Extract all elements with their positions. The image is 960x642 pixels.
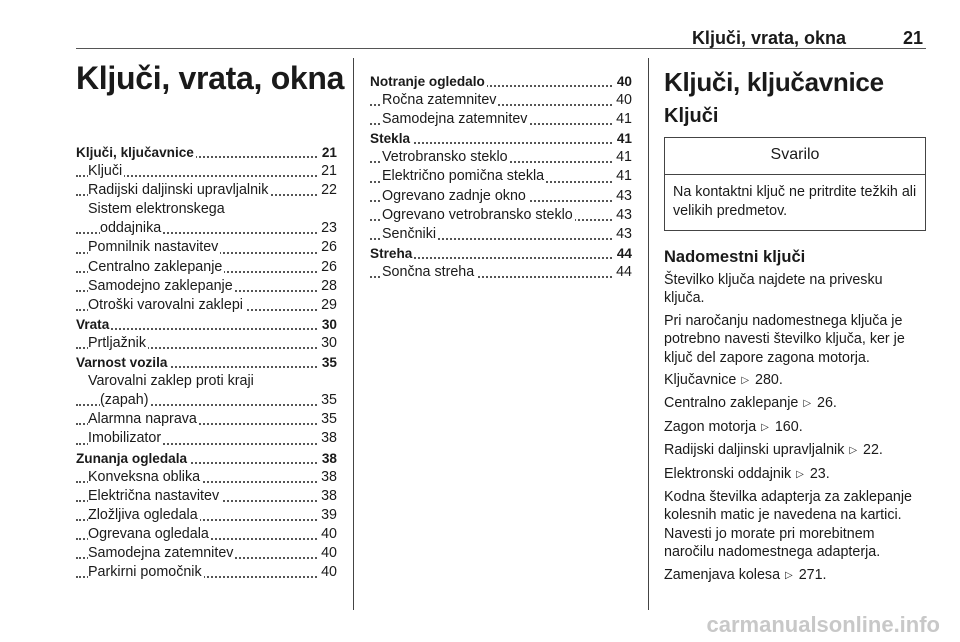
toc-entry[interactable] [76, 238, 337, 257]
toc-entry-text: Zunanja ogledala [76, 450, 188, 466]
toc-page-number: 29 [318, 296, 337, 315]
toc-entry[interactable] [370, 110, 632, 129]
cross-reference [664, 566, 926, 585]
triangle-right-icon: ▷ [849, 445, 858, 457]
running-header-title: Ključi, vrata, okna [691, 28, 846, 48]
paragraph-text: Ključavnice [664, 372, 737, 389]
toc-section-entry[interactable] [76, 449, 337, 468]
toc-entry[interactable] [370, 225, 632, 244]
toc-entry-text: Ogrevano zadnje okno [382, 187, 526, 204]
toc-entry[interactable] [76, 219, 337, 238]
toc-page-number: 40 [318, 525, 337, 544]
toc-entry[interactable] [76, 334, 337, 353]
paragraph-text: Zamenjava kolesa [664, 566, 781, 583]
toc-entry[interactable] [76, 181, 337, 200]
paragraph-text: Kodna številka adapterja za zaklepanje kolesnih matic je navedena na kartici. Navesti jo morate pri morebitnem naročilu nadomestnega adapterja. [664, 489, 912, 561]
toc-section-entry[interactable] [370, 129, 632, 148]
toc-page-number: 23 [318, 219, 337, 238]
toc-entry[interactable] [370, 148, 632, 167]
paragraph-text: Številko ključa najdete na privesku ključa. [664, 272, 883, 307]
toc-entry-text: Električna nastavitev [88, 487, 220, 504]
toc-page-number: 21 [318, 162, 337, 181]
toc-entry[interactable] [76, 525, 337, 544]
toc-entry-text: Zložljiva ogledala [88, 506, 198, 523]
toc-page-number: 35 [318, 410, 337, 429]
toc-entry-text: Ogrevano vetrobransko steklo [382, 206, 573, 223]
warning-text: Na kontaktni ključ ne pritrdite težkih ali velikih predmetov. [673, 184, 917, 219]
toc-entry[interactable] [370, 206, 632, 225]
chapter-title: Ključi, vrata, okna [76, 60, 345, 96]
toc-entry[interactable] [76, 277, 337, 296]
triangle-right-icon: ▷ [741, 375, 750, 387]
toc-entry[interactable] [76, 410, 337, 429]
toc-page-number: 26 [318, 258, 337, 277]
toc-entry-text: Centralno zaklepanje [88, 258, 223, 275]
toc-section-entry[interactable] [370, 244, 632, 263]
triangle-right-icon: ▷ [761, 421, 769, 433]
toc-entry-text: Vrata [76, 316, 110, 332]
toc-entry-text: Prtljažnik [88, 334, 146, 351]
toc-entry[interactable] [76, 391, 337, 410]
toc-entry-text: Alarmna naprava [88, 411, 197, 428]
toc-entry[interactable] [76, 162, 337, 181]
cross-reference [664, 394, 926, 413]
page-number: 21 [902, 28, 923, 48]
toc-page-number: 43 [613, 187, 632, 206]
paragraph-text: Pri naročanju nadomestnega ključa je potrebno navesti številko ključa, ker je ključ del zapore zagona motorja. [664, 312, 905, 366]
toc-entry[interactable] [76, 372, 337, 391]
toc-section-entry[interactable] [76, 315, 337, 334]
toc-entry[interactable] [76, 296, 337, 315]
toc-entry-text: Imobilizator [88, 430, 162, 447]
toc-column-2 [370, 72, 632, 282]
header-rule [76, 48, 926, 49]
toc-entry-text: Samodejna zatemnitev [382, 111, 528, 128]
reference-page[interactable]: 160. [770, 418, 803, 435]
paragraph-text: Radijski daljinski upravljalnik [664, 442, 845, 459]
toc-column-1 [76, 143, 337, 582]
toc-page-number: 38 [318, 487, 337, 506]
content-column [664, 58, 926, 585]
toc-section-entry[interactable] [370, 72, 632, 91]
toc-entry[interactable] [370, 167, 632, 186]
toc-entry[interactable] [76, 200, 337, 219]
toc-entry-text: Ogrevana ogledala [88, 525, 209, 542]
toc-page-number: 39 [318, 506, 337, 525]
toc-entry-text: Ključi, ključavnice [76, 145, 194, 160]
cross-reference [664, 465, 926, 484]
triangle-right-icon: ▷ [785, 569, 793, 581]
toc-entry[interactable] [76, 506, 337, 525]
toc-entry-text: Vetrobransko steklo [382, 149, 508, 166]
reference-page[interactable]: 23. [805, 465, 830, 482]
paragraph [664, 271, 926, 308]
paragraph-text: Elektronski oddajnik [664, 465, 792, 482]
toc-page-number: 44 [614, 244, 632, 263]
toc-entry-text: Sončna streha [382, 263, 475, 280]
toc-page-number: 41 [614, 129, 632, 148]
toc-entry[interactable] [76, 487, 337, 506]
subheading: Nadomestni ključi [664, 248, 806, 266]
paragraph [664, 488, 926, 562]
toc-page-number: 44 [613, 263, 632, 282]
cross-reference [664, 418, 926, 437]
toc-entry-text: Parkirni pomočnik [88, 564, 202, 581]
toc-entry[interactable] [76, 563, 337, 582]
toc-entry-text: Stekla [370, 131, 411, 147]
toc-entry[interactable] [370, 263, 632, 282]
toc-page-number: 43 [613, 206, 632, 225]
toc-entry-text: Sistem elektronskega [88, 201, 225, 218]
toc-entry-text: Samodejna zatemnitev [88, 544, 234, 561]
toc-entry[interactable] [76, 468, 337, 487]
paragraphs [664, 271, 926, 585]
toc-page-number: 43 [613, 225, 632, 244]
toc-page-number: 26 [318, 238, 337, 257]
toc-entry-text: (zapah) [100, 392, 149, 409]
cross-reference [664, 371, 926, 390]
subsection-title: Ključi [664, 105, 719, 127]
warning-heading: Svarilo [665, 138, 925, 175]
toc-entry-text: Samodejno zaklepanje [88, 277, 233, 294]
toc-entry-text: oddajnika [100, 220, 162, 237]
toc-entry[interactable] [370, 91, 632, 110]
toc-page-number: 40 [318, 544, 337, 563]
paragraph [664, 312, 926, 367]
toc-entry-text: Pomnilnik nastavitev [88, 239, 219, 256]
toc-page-number: 38 [319, 449, 337, 468]
toc-entry-text: Senčniki [382, 225, 437, 242]
column-divider [648, 58, 649, 610]
toc-section-entry[interactable] [76, 143, 337, 162]
toc-entry[interactable] [76, 258, 337, 277]
cross-reference [664, 441, 926, 460]
triangle-right-icon: ▷ [796, 468, 804, 480]
toc-page-number: 30 [318, 334, 337, 353]
toc-page-number: 40 [614, 72, 632, 91]
toc-entry-text: Ključi [88, 163, 123, 180]
reference-page[interactable]: 271. [794, 566, 827, 583]
toc-page-number: 40 [318, 563, 337, 582]
watermark: carmanualsonline.info [706, 612, 940, 637]
toc-page-number: 28 [318, 277, 337, 296]
reference-page[interactable]: 280. [751, 372, 783, 389]
section-title: Ključi, ključavnice [664, 67, 884, 97]
running-header [76, 22, 926, 48]
toc-entry[interactable] [76, 429, 337, 448]
warning-box [664, 137, 926, 231]
triangle-right-icon: ▷ [803, 398, 812, 410]
toc-entry-text: Konveksna oblika [88, 468, 201, 485]
paragraph-text: Zagon motorja [664, 418, 757, 435]
toc-entry-text: Radijski daljinski upravljalnik [88, 182, 269, 199]
toc-page-number: 38 [318, 429, 337, 448]
toc-entry[interactable] [76, 544, 337, 563]
toc-page-number: 40 [613, 91, 632, 110]
dot-leader [76, 328, 337, 330]
toc-page-number: 35 [319, 353, 337, 372]
toc-entry-text: Notranje ogledalo [370, 74, 485, 89]
toc-page-number: 35 [318, 391, 337, 410]
toc-page-number: 21 [319, 143, 337, 162]
toc-entry-text: Varovalni zaklep proti kraji [88, 373, 254, 390]
paragraph-text: Centralno zaklepanje [664, 395, 799, 412]
toc-page-number: 30 [319, 315, 337, 334]
toc-entry[interactable] [370, 187, 632, 206]
toc-page-number: 38 [318, 468, 337, 487]
toc-page-number: 41 [613, 167, 632, 186]
toc-page-number: 22 [318, 181, 337, 200]
reference-page[interactable]: 26. [813, 395, 837, 412]
column-divider [353, 58, 354, 610]
toc-entry-text: Otroški varovalni zaklepi [88, 296, 243, 313]
toc-entry-text: Varnost vozila [76, 355, 168, 371]
toc-page-number: 41 [613, 148, 632, 167]
toc-entry-text: Električno pomična stekla [382, 168, 545, 185]
toc-page-number: 41 [613, 110, 632, 129]
toc-entry-text: Ročna zatemnitev [382, 92, 497, 109]
toc-entry-text: Streha [370, 245, 413, 261]
reference-page[interactable]: 22. [859, 442, 883, 459]
toc-section-entry[interactable] [76, 353, 337, 372]
